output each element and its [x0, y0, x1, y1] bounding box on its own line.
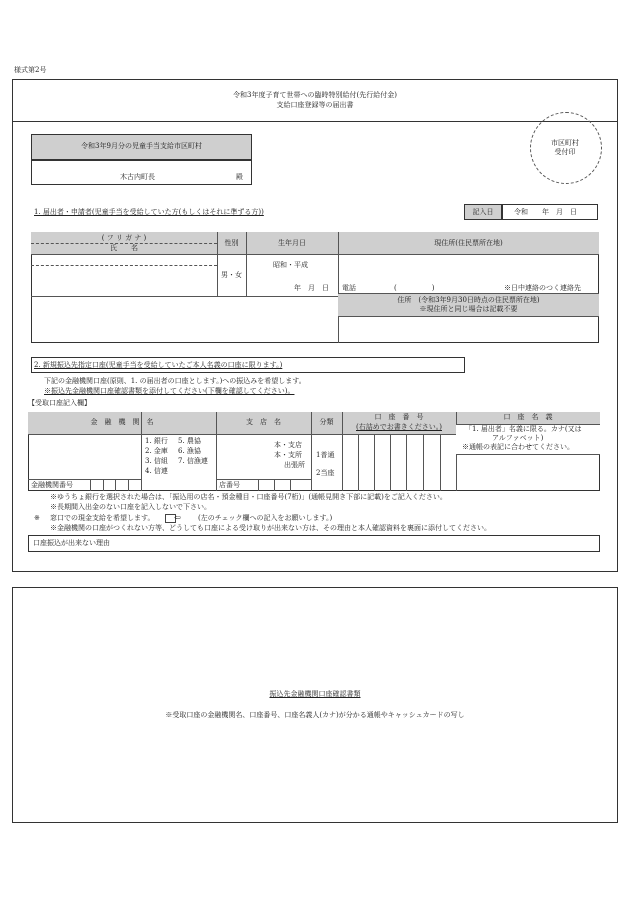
bank-type-6[interactable]: 6. 漁協: [178, 447, 201, 455]
receiving-table-label: 【受取口座記入欄】: [28, 399, 91, 407]
section2-title: 2. 新規振込先指定口座(児童手当を受給していたご本人名義の口座に限ります。): [34, 361, 283, 369]
form-title: 令和3年度子育て世帯への臨時特別給付(先行給付金): [233, 91, 397, 99]
holder-field[interactable]: [457, 455, 599, 490]
holder-note-3: ※通帳の表記に合わせてください。: [462, 443, 574, 451]
bank-code-label: 金融機関番号: [31, 481, 73, 489]
col-branch: 支 店 名: [246, 418, 281, 426]
reason-field[interactable]: [28, 535, 600, 552]
note-no-account: ※金融機関の口座がつくれない方等、どうしても口座による受け取りが出来ない方は、その理由と本人確認資料を裏面に添付してください。: [50, 524, 491, 532]
note-cash-mark: ※: [34, 514, 40, 522]
name-label: 氏 名: [110, 244, 138, 252]
prev-address-label: 住所 (令和3年9月30日時点の住民票所在地): [397, 296, 540, 304]
phone-label: 電話: [342, 284, 356, 292]
entry-date-value: 令和 年 月 日: [514, 208, 577, 216]
entry-date-label: 記入日: [472, 208, 494, 216]
note-cash-tail: (左のチェック欄への記入をお願いします。): [198, 514, 333, 522]
prev-address-note: ※現住所と同じ場合は記載不要: [419, 305, 518, 313]
bank-type-2[interactable]: 2. 金庫: [145, 447, 168, 455]
furigana-field[interactable]: [32, 255, 216, 264]
branch-code-field[interactable]: [259, 480, 310, 490]
furigana-label: ( フ リ ガ ナ ): [101, 234, 147, 242]
attachment-title: 振込先金融機関口座確認書類: [269, 690, 361, 698]
name-field[interactable]: [32, 266, 216, 295]
col-account: 口 座 番 号: [374, 413, 424, 421]
section1-title: 1. 届出者・申請者(児童手当を受給していた方(もしくはそれに準ずる方)): [34, 208, 264, 216]
col-account-sub: (右詰めでお書きください。): [356, 423, 442, 431]
address-field[interactable]: [339, 255, 598, 282]
bank-type-5[interactable]: 5. 農協: [178, 437, 201, 445]
account-type-1[interactable]: 1普通: [316, 451, 335, 459]
form-number: 様式第2号: [14, 66, 47, 74]
address-label: 現住所(住民票所在地): [434, 239, 503, 247]
stamp-label-1: 市区町村: [551, 139, 579, 147]
branch-type-3[interactable]: 出張所: [284, 461, 305, 469]
stamp-label-2: 受付印: [554, 148, 576, 156]
birth-label: 生年月日: [278, 239, 306, 247]
note-cash: 窓口での現金支給を希望します。: [50, 514, 155, 522]
arrow-left-icon: ⇦: [174, 513, 181, 522]
reason-label: 口座振込が出来ない理由: [33, 539, 110, 547]
birth-era[interactable]: 昭和・平成: [273, 261, 308, 269]
section2-desc1: 下記の金融機関口座(原則、1. の届出者の口座とします。)への振込みを希望します。: [44, 377, 306, 385]
bank-type-1[interactable]: 1. 銀行: [145, 437, 168, 445]
account-number-field[interactable]: [343, 435, 455, 490]
form-subtitle: 支給口座登録等の届出書: [276, 101, 354, 109]
col-holder: 口 座 名 義: [503, 413, 553, 421]
mayor-name: 木古内町長: [120, 173, 155, 181]
bank-name-field[interactable]: [28, 435, 140, 479]
branch-type-2[interactable]: 本・支所: [274, 451, 302, 459]
birth-ymd: 年 月 日: [294, 284, 329, 292]
phone-field[interactable]: ( ): [394, 284, 435, 292]
gender-label: 性別: [224, 239, 239, 247]
attachment-area[interactable]: [12, 587, 618, 823]
bank-code-field[interactable]: [91, 480, 140, 490]
holder-note-1: 「1. 届出者」名義に限る。カナ(又は: [465, 425, 582, 433]
bank-type-4[interactable]: 4. 信連: [145, 467, 168, 475]
section2-desc2: ※振込先金融機関口座確認書類を添付してください(下欄を確認してください)。: [44, 387, 295, 395]
account-type-2[interactable]: 2当座: [316, 469, 335, 477]
bank-type-3[interactable]: 3. 信組: [145, 457, 168, 465]
branch-type-1[interactable]: 本・支店: [274, 441, 302, 449]
gender-value[interactable]: 男・女: [221, 271, 242, 279]
addressee-heading: 令和3年9月分の児童手当支給市区町村: [81, 142, 202, 150]
holder-note-2: アルファベット): [492, 434, 544, 442]
honorific: 殿: [236, 173, 243, 181]
bank-type-7[interactable]: 7. 信漁連: [178, 457, 208, 465]
prev-address-field[interactable]: [339, 317, 598, 342]
phone-note: ※日中連絡のつく連絡先: [504, 284, 581, 292]
col-bank: 金 融 機 関 名: [90, 418, 154, 426]
note-dormant: ※長期間入出金のない口座を記入しないで下さい。: [50, 503, 211, 511]
attachment-note: ※受取口座の金融機関名、口座番号、口座名義人(カナ)が分かる通帳やキャッシュカードの写し: [165, 711, 465, 719]
col-type: 分類: [319, 418, 334, 426]
branch-code-label: 店番号: [219, 481, 240, 489]
note-yucho: ※ゆうちょ銀行を選択された場合は、「振込用の店名・預金種目・口座番号(7桁)」(通帳見開き下部に記載)をご記入ください。: [50, 493, 447, 501]
